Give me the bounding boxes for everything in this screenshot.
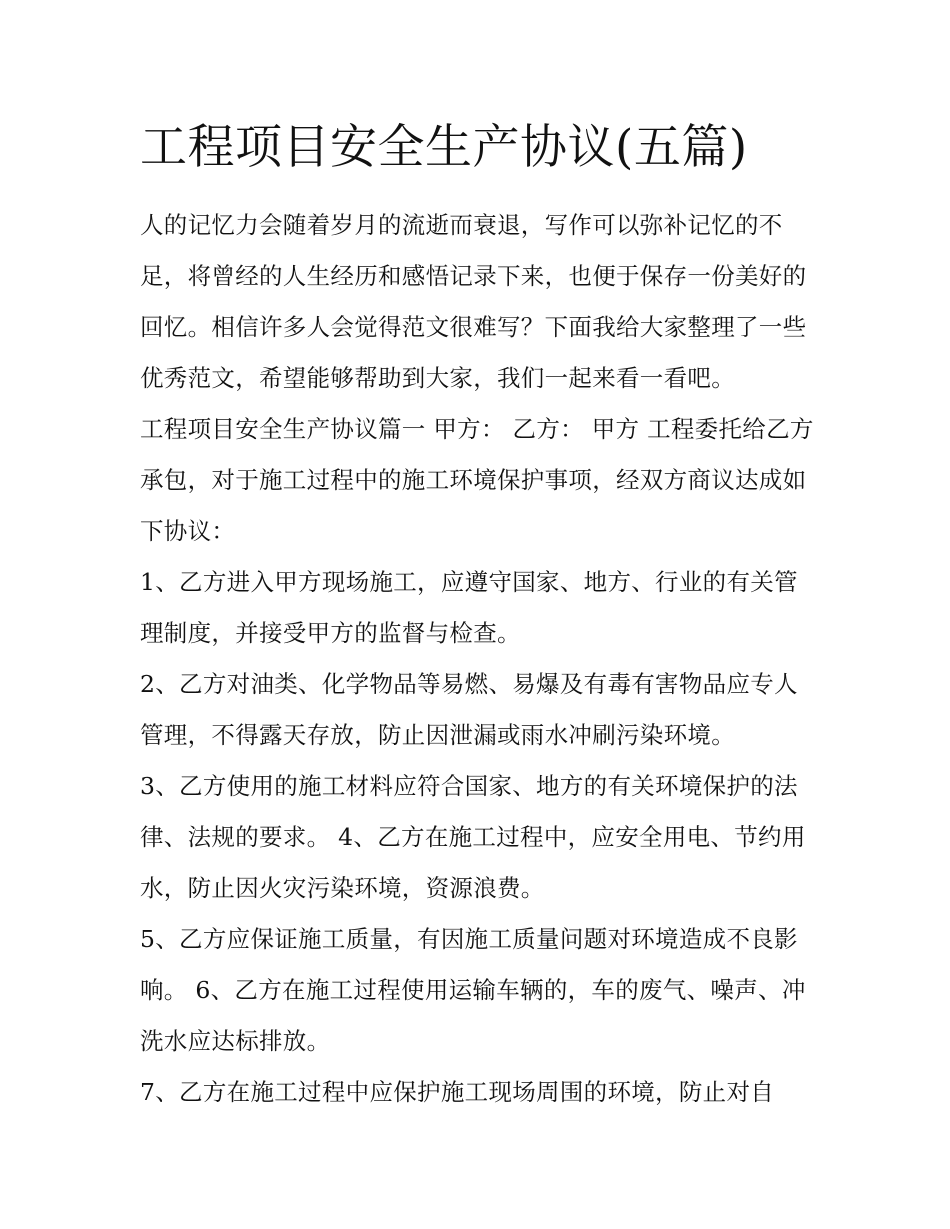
agreement-intro-paragraph: 工程项目安全生产协议篇一 甲方： 乙方： 甲方 工程委托给乙方承包，对于施工过程中的施工环境保护事项，经双方商议达成如下协议：: [140, 415, 814, 545]
clause-5-6: 5、乙方应保证施工质量，有因施工质量问题对环境造成不良影响。 6、乙方在施工过程使用运输车辆的，车的废气、噪声、冲洗水应达标排放。: [140, 925, 806, 1055]
clause-1: 1、乙方进入甲方现场施工，应遵守国家、地方、行业的有关管理制度，并接受甲方的监督与检查。: [140, 568, 798, 647]
clause-7: 7、乙方在施工过程中应保护施工现场周围的环境，防止对自: [140, 1078, 775, 1106]
clause-2: 2、乙方对油类、化学物品等易燃、易爆及有毒有害物品应专人管理，不得露天存放，防止因泄漏或雨水冲刷污染环境。: [140, 670, 798, 749]
page-title: 工程项目安全生产协议(五篇): [140, 120, 748, 175]
clause-3-4: 3、乙方使用的施工材料应符合国家、地方的有关环境保护的法律、法规的要求。 4、乙方在施工过程中，应安全用电、节约用水，防止因火灾污染环境，资源浪费。: [140, 772, 806, 902]
document-body: [140, 200, 820, 1118]
intro-paragraph: 人的记忆力会随着岁月的流逝而衰退，写作可以弥补记忆的不足，将曾经的人生经历和感悟记录下来，也便于保存一份美好的回忆。相信许多人会觉得范文很难写？下面我给大家整理了一些优秀范文，希望能够帮助到大家，我们一起来看一看吧。: [140, 211, 807, 392]
